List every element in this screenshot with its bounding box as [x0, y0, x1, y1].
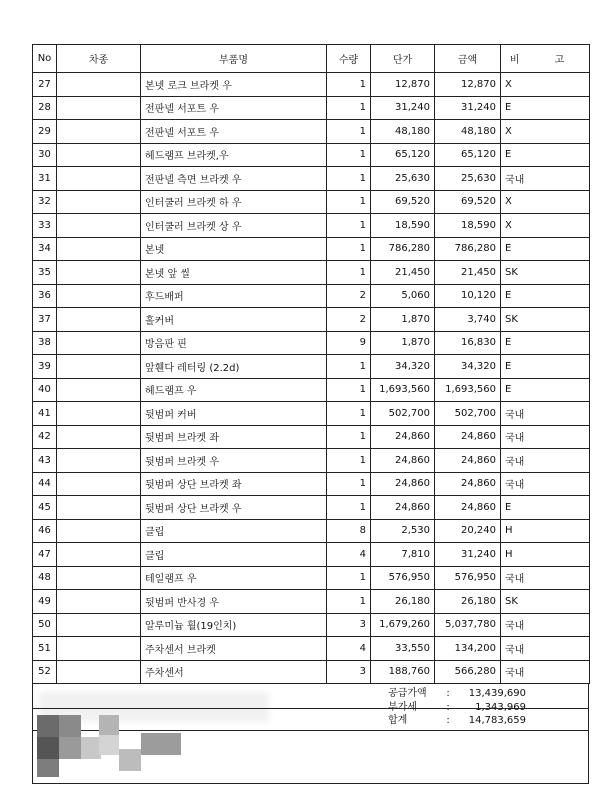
part-name-cell: 테일램프 우	[141, 566, 327, 590]
car-type-cell	[57, 355, 141, 379]
car-type-cell	[57, 543, 141, 567]
row-number: 35	[33, 261, 57, 285]
amount-cell: 3,740	[435, 308, 501, 332]
quantity-cell: 8	[327, 519, 371, 543]
part-name-cell: 뒷범퍼 반사경 우	[141, 590, 327, 614]
part-name-cell: 방음판 핀	[141, 331, 327, 355]
table-row	[33, 519, 590, 543]
quantity-cell: 1	[327, 143, 371, 167]
part-name-cell: 뒷범퍼 브라켓 좌	[141, 425, 327, 449]
note-cell: E	[501, 496, 590, 520]
quantity-cell: 3	[327, 613, 371, 637]
note-cell: 국내	[501, 449, 590, 473]
colon: :	[446, 688, 450, 699]
part-name-cell: 뒷범퍼 브라켓 우	[141, 449, 327, 473]
table-row	[33, 284, 590, 308]
note-cell: X	[501, 120, 590, 144]
part-name-cell: 뒷범퍼 커버	[141, 402, 327, 426]
note-cell: X	[501, 190, 590, 214]
table-row	[33, 543, 590, 567]
unit-price-cell: 25,630	[371, 167, 435, 191]
unit-price-cell: 188,760	[371, 660, 435, 684]
car-type-cell	[57, 190, 141, 214]
row-number: 29	[33, 120, 57, 144]
row-number: 36	[33, 284, 57, 308]
unit-price-cell: 24,860	[371, 496, 435, 520]
row-number: 50	[33, 613, 57, 637]
header-no: No	[33, 45, 57, 73]
unit-price-cell: 5,060	[371, 284, 435, 308]
table-row	[33, 637, 590, 661]
quantity-cell: 1	[327, 378, 371, 402]
quantity-cell: 9	[327, 331, 371, 355]
colon: :	[446, 715, 450, 726]
part-name-cell: 클립	[141, 543, 327, 567]
amount-cell: 25,630	[435, 167, 501, 191]
amount-cell: 1,693,560	[435, 378, 501, 402]
note-cell: E	[501, 284, 590, 308]
amount-cell: 26,180	[435, 590, 501, 614]
vat-label: 부가세	[388, 701, 417, 713]
amount-cell: 65,120	[435, 143, 501, 167]
unit-price-cell: 24,860	[371, 472, 435, 496]
note-cell: SK	[501, 261, 590, 285]
amount-cell: 34,320	[435, 355, 501, 379]
table-header-row	[33, 45, 590, 73]
note-cell: SK	[501, 308, 590, 332]
quantity-cell: 3	[327, 660, 371, 684]
part-name-cell: 전판넬 서포트 우	[141, 120, 327, 144]
amount-cell: 24,860	[435, 449, 501, 473]
row-number: 41	[33, 402, 57, 426]
amount-cell: 24,860	[435, 472, 501, 496]
unit-price-cell: 1,870	[371, 308, 435, 332]
table-row	[33, 496, 590, 520]
row-number: 46	[33, 519, 57, 543]
note-cell: H	[501, 543, 590, 567]
amount-cell: 10,120	[435, 284, 501, 308]
amount-cell: 5,037,780	[435, 613, 501, 637]
unit-price-cell: 34,320	[371, 355, 435, 379]
amount-cell: 31,240	[435, 543, 501, 567]
table-row	[33, 590, 590, 614]
part-name-cell: 전판넬 측면 브라켓 우	[141, 167, 327, 191]
part-name-cell: 전판넬 서포트 우	[141, 96, 327, 120]
total-label: 합계	[388, 715, 408, 726]
pixelation-block	[99, 715, 119, 735]
part-name-cell: 홀커버	[141, 308, 327, 332]
amount-cell: 20,240	[435, 519, 501, 543]
pixelation-block	[81, 737, 101, 759]
car-type-cell	[57, 613, 141, 637]
supply-row	[388, 687, 526, 701]
part-name-cell: 본넷 로크 브라켓 우	[141, 73, 327, 97]
quantity-cell: 1	[327, 167, 371, 191]
unit-price-cell: 576,950	[371, 566, 435, 590]
table-row	[33, 355, 590, 379]
table-row	[33, 613, 590, 637]
part-name-cell: 클립	[141, 519, 327, 543]
note-cell: X	[501, 214, 590, 238]
quantity-cell: 2	[327, 308, 371, 332]
pixelation-block	[59, 737, 81, 759]
amount-cell: 786,280	[435, 237, 501, 261]
table-row	[33, 425, 590, 449]
table-row	[33, 237, 590, 261]
quantity-cell: 4	[327, 637, 371, 661]
row-number: 51	[33, 637, 57, 661]
table-row	[33, 167, 590, 191]
part-name-cell: 본넷	[141, 237, 327, 261]
pixelated-stamp-area	[32, 708, 589, 784]
quantity-cell: 1	[327, 96, 371, 120]
car-type-cell	[57, 472, 141, 496]
amount-cell: 566,280	[435, 660, 501, 684]
note-cell: 국내	[501, 472, 590, 496]
row-number: 44	[33, 472, 57, 496]
car-type-cell	[57, 120, 141, 144]
amount-cell: 31,240	[435, 96, 501, 120]
note-cell: X	[501, 73, 590, 97]
part-name-cell: 본넷 앞 씰	[141, 261, 327, 285]
table-body	[33, 73, 590, 684]
note-cell: 국내	[501, 566, 590, 590]
row-number: 34	[33, 237, 57, 261]
unit-price-cell: 21,450	[371, 261, 435, 285]
row-number: 52	[33, 660, 57, 684]
table-row	[33, 308, 590, 332]
amount-cell: 18,590	[435, 214, 501, 238]
car-type-cell	[57, 425, 141, 449]
supply-value: 13,439,690	[468, 688, 526, 699]
table-row	[33, 566, 590, 590]
parts-estimate-sheet	[32, 44, 589, 731]
car-type-cell	[57, 637, 141, 661]
amount-cell: 134,200	[435, 637, 501, 661]
quantity-cell: 1	[327, 566, 371, 590]
part-name-cell: 알루미늄 휠(19인치)	[141, 613, 327, 637]
colon: :	[446, 701, 450, 713]
table-row	[33, 472, 590, 496]
pixelation-block	[37, 737, 59, 759]
row-number: 45	[33, 496, 57, 520]
unit-price-cell: 1,679,260	[371, 613, 435, 637]
car-type-cell	[57, 331, 141, 355]
unit-price-cell: 24,860	[371, 425, 435, 449]
table-row	[33, 214, 590, 238]
row-number: 47	[33, 543, 57, 567]
note-cell: E	[501, 331, 590, 355]
row-number: 49	[33, 590, 57, 614]
car-type-cell	[57, 566, 141, 590]
unit-price-cell: 786,280	[371, 237, 435, 261]
amount-cell: 69,520	[435, 190, 501, 214]
amount-cell: 24,860	[435, 425, 501, 449]
car-type-cell	[57, 590, 141, 614]
pixelation-block	[37, 759, 59, 777]
row-number: 38	[33, 331, 57, 355]
car-type-cell	[57, 96, 141, 120]
supply-label: 공급가액	[388, 688, 427, 699]
header-amount: 금액	[435, 45, 501, 73]
amount-cell: 576,950	[435, 566, 501, 590]
part-name-cell: 뒷범퍼 상단 브라켓 우	[141, 496, 327, 520]
car-type-cell	[57, 496, 141, 520]
quantity-cell: 1	[327, 237, 371, 261]
pixelation-block	[141, 733, 181, 755]
quantity-cell: 1	[327, 214, 371, 238]
row-number: 33	[33, 214, 57, 238]
row-number: 28	[33, 96, 57, 120]
unit-price-cell: 2,530	[371, 519, 435, 543]
note-cell: E	[501, 378, 590, 402]
quantity-cell: 1	[327, 261, 371, 285]
amount-cell: 48,180	[435, 120, 501, 144]
unit-price-cell: 31,240	[371, 96, 435, 120]
table-row	[33, 120, 590, 144]
car-type-cell	[57, 261, 141, 285]
table-row	[33, 190, 590, 214]
part-name-cell: 뒷범퍼 상단 브라켓 좌	[141, 472, 327, 496]
header-quantity: 수량	[327, 45, 371, 73]
car-type-cell	[57, 519, 141, 543]
unit-price-cell: 24,860	[371, 449, 435, 473]
unit-price-cell: 1,693,560	[371, 378, 435, 402]
table-row	[33, 660, 590, 684]
row-number: 30	[33, 143, 57, 167]
car-type-cell	[57, 449, 141, 473]
table-row	[33, 402, 590, 426]
unit-price-cell: 1,870	[371, 331, 435, 355]
parts-table	[32, 44, 590, 684]
row-number: 43	[33, 449, 57, 473]
note-cell: E	[501, 143, 590, 167]
amount-cell: 24,860	[435, 496, 501, 520]
row-number: 40	[33, 378, 57, 402]
total-value: 14,783,659	[468, 715, 526, 726]
note-cell: 국내	[501, 660, 590, 684]
note-cell: 국내	[501, 402, 590, 426]
car-type-cell	[57, 660, 141, 684]
amount-cell: 12,870	[435, 73, 501, 97]
amount-cell: 21,450	[435, 261, 501, 285]
car-type-cell	[57, 214, 141, 238]
amount-cell: 16,830	[435, 331, 501, 355]
row-number: 42	[33, 425, 57, 449]
note-cell: 국내	[501, 425, 590, 449]
table-row	[33, 73, 590, 97]
table-row	[33, 449, 590, 473]
table-row	[33, 96, 590, 120]
unit-price-cell: 7,810	[371, 543, 435, 567]
note-cell: 국내	[501, 613, 590, 637]
row-number: 27	[33, 73, 57, 97]
amount-cell: 502,700	[435, 402, 501, 426]
unit-price-cell: 48,180	[371, 120, 435, 144]
quantity-cell: 1	[327, 496, 371, 520]
car-type-cell	[57, 284, 141, 308]
car-type-cell	[57, 143, 141, 167]
car-type-cell	[57, 308, 141, 332]
row-number: 37	[33, 308, 57, 332]
row-number: 32	[33, 190, 57, 214]
part-name-cell: 인터쿨러 브라켓 하 우	[141, 190, 327, 214]
car-type-cell	[57, 402, 141, 426]
unit-price-cell: 18,590	[371, 214, 435, 238]
quantity-cell: 1	[327, 120, 371, 144]
quantity-cell: 1	[327, 73, 371, 97]
pixelation-block	[59, 715, 81, 737]
note-cell: 국내	[501, 637, 590, 661]
note-cell: H	[501, 519, 590, 543]
header-car-type: 차종	[57, 45, 141, 73]
unit-price-cell: 69,520	[371, 190, 435, 214]
part-name-cell: 앞휀다 레터링 (2.2d)	[141, 355, 327, 379]
part-name-cell: 인터쿨러 브라켓 상 우	[141, 214, 327, 238]
car-type-cell	[57, 378, 141, 402]
quantity-cell: 1	[327, 355, 371, 379]
unit-price-cell: 33,550	[371, 637, 435, 661]
car-type-cell	[57, 237, 141, 261]
table-row	[33, 143, 590, 167]
header-part-name: 부품명	[141, 45, 327, 73]
part-name-cell: 후드배퍼	[141, 284, 327, 308]
quantity-cell: 1	[327, 425, 371, 449]
part-name-cell: 헤드램프 우	[141, 378, 327, 402]
row-number: 31	[33, 167, 57, 191]
quantity-cell: 4	[327, 543, 371, 567]
quantity-cell: 1	[327, 472, 371, 496]
header-unit-price: 단가	[371, 45, 435, 73]
part-name-cell: 주차센서 브라켓	[141, 637, 327, 661]
part-name-cell: 헤드램프 브라켓,우	[141, 143, 327, 167]
quantity-cell: 1	[327, 590, 371, 614]
note-cell: SK	[501, 590, 590, 614]
table-row	[33, 261, 590, 285]
note-cell: E	[501, 96, 590, 120]
header-note: 비 고	[501, 45, 590, 73]
vat-value: 1,343,969	[475, 701, 526, 713]
quantity-cell: 1	[327, 190, 371, 214]
pixelation-block	[99, 735, 119, 755]
pixelation-block	[37, 715, 59, 737]
row-number: 48	[33, 566, 57, 590]
unit-price-cell: 65,120	[371, 143, 435, 167]
row-number: 39	[33, 355, 57, 379]
unit-price-cell: 502,700	[371, 402, 435, 426]
note-cell: E	[501, 355, 590, 379]
note-cell: 국내	[501, 167, 590, 191]
pixelation-block	[119, 749, 141, 771]
table-row	[33, 331, 590, 355]
table-row	[33, 378, 590, 402]
quantity-cell: 1	[327, 402, 371, 426]
car-type-cell	[57, 167, 141, 191]
unit-price-cell: 12,870	[371, 73, 435, 97]
note-cell: E	[501, 237, 590, 261]
quantity-cell: 2	[327, 284, 371, 308]
part-name-cell: 주차센서	[141, 660, 327, 684]
unit-price-cell: 26,180	[371, 590, 435, 614]
quantity-cell: 1	[327, 449, 371, 473]
car-type-cell	[57, 73, 141, 97]
